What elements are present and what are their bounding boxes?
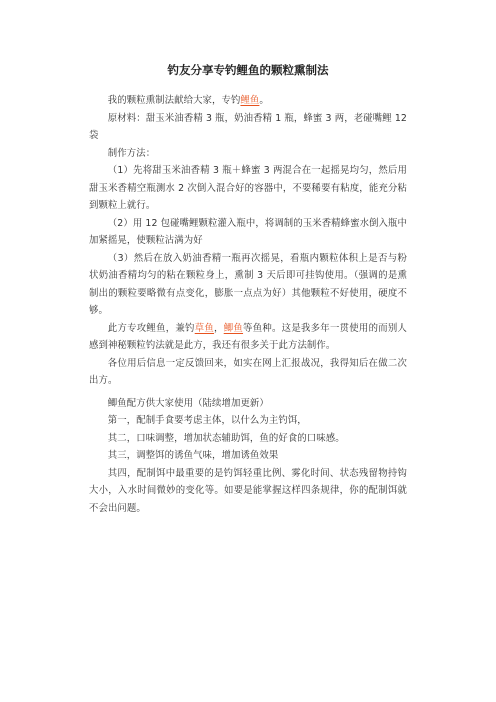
- point-1: 第一，配制手食要考虑主体，以什么为主钓饵，: [107, 415, 307, 426]
- point-4: 其四，配制饵中最重要的是钓饵轻重比例、雾化时间、状态残留物持钩大小，入水时间微妙的变化等。如要是能掌握这样四条规律，你的配制饵就不会出问题。: [89, 467, 407, 514]
- point-2: 其二，口味调整，增加状态辅助饵，鱼的好食的口味感。: [107, 432, 345, 444]
- article: [89, 62, 407, 517]
- intro-text: 我的颗粒熏制法献给大家，专钓: [107, 95, 241, 106]
- crucian-heading: 鲫鱼配方供大家使用（陆续增加更新）: [107, 397, 269, 409]
- link-carp[interactable]: 鲤鱼: [240, 95, 260, 106]
- target-text: 此方专攻鲤鱼，兼钓: [107, 322, 195, 334]
- target-rest: 等鱼种。这是我多年一贯使用的而别人感到神秘颗粒钓法就是此方，我还有很多关于此方法制作。: [89, 322, 408, 351]
- method-heading: 制作方法：: [107, 147, 156, 159]
- link-crucian[interactable]: 鲫鱼: [223, 322, 244, 334]
- step-3-paragraph: （3）然后在放入奶油香精一瓶再次摇晃，看瓶内颗粒体积上是否与粉状奶油香精均匀的粘在颗粒身上，熏制 3 天后即可挂钩使用。（强调的是熏制出的颗粒要略微有点变化，膨胀一点点为好）其他颗粒不好使用，硬度不够。: [89, 252, 407, 316]
- intro-end: 。: [259, 95, 269, 106]
- target-paragraph: [89, 320, 407, 355]
- feedback-paragraph: 各位用后信息一定反馈回来，如实在网上汇报战况，我得知后在做二次出方。: [89, 357, 407, 386]
- materials-paragraph: 原材料：甜玉米油香精 3 瓶，奶油香精 1 瓶，蜂蜜 3 两，老碰嘴鲤 12 袋: [89, 112, 407, 141]
- article-title: 钓友分享专钓鲤鱼的颗粒熏制法: [167, 63, 329, 77]
- link-grass-carp[interactable]: 草鱼: [194, 322, 215, 334]
- step-2-paragraph: （2）用 12 包碰嘴鲤颗粒灌入瓶中，将调制的玉米香精蜂蜜水倒入瓶中加紧摇晃，使颗粒沾满为好: [89, 217, 407, 246]
- point-3: 其三，调整饵的诱鱼气味，增加诱鱼效果: [107, 450, 279, 461]
- intro-paragraph: [89, 92, 407, 110]
- target-separator: ，: [214, 322, 224, 334]
- step-1-paragraph: （1）先将甜玉米油香精 3 瓶＋蜂蜜 3 两混合在一起摇晃均匀，然后用甜玉米香精空瓶测水 2 次倒入混合好的容器中，不要稀要有粘度，能充分粘到颗粒上就行。: [89, 165, 407, 211]
